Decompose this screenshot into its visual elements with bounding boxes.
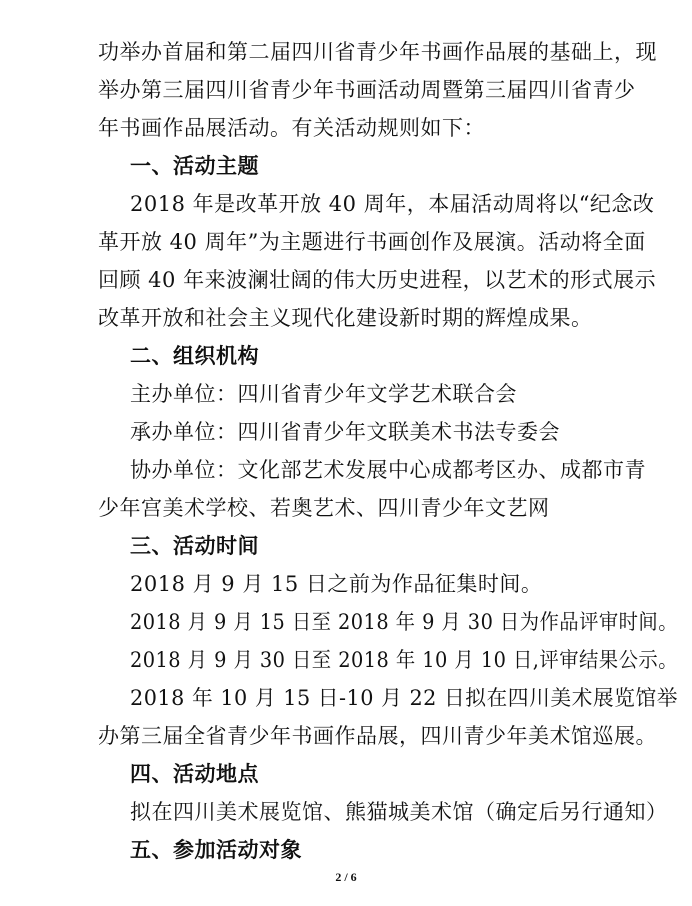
section-heading-location: 四、活动地点 bbox=[130, 761, 259, 786]
time-line-4: 2018 年 10 月 15 日-10 月 22 日拟在四川美术展览馆举 bbox=[130, 686, 678, 710]
time-line-5: 办第三届全省青少年书画作品展，四川青少年美术馆巡展。 bbox=[98, 724, 657, 748]
theme-line-4: 改革开放和社会主义现代化建设新时期的辉煌成果。 bbox=[98, 306, 593, 330]
location-line: 拟在四川美术展览馆、熊猫城美术馆（确定后另行通知） bbox=[130, 800, 668, 824]
intro-line-2: 举办第三届四川省青少年书画活动周暨第三届四川省青少 bbox=[98, 78, 636, 102]
co-organizer-line-2: 少年宫美术学校、若奥艺术、四川青少年文艺网 bbox=[98, 496, 550, 520]
theme-line-3: 回顾 40 年来波澜壮阔的伟大历史进程，以艺术的形式展示 bbox=[98, 268, 657, 292]
section-heading-time: 三、活动时间 bbox=[130, 533, 259, 558]
time-line-3: 2018 月 9 月 30 日至 2018 年 10 月 10 日,评审结果公示。 bbox=[130, 648, 678, 672]
page-number: 2 / 6 bbox=[335, 870, 357, 884]
intro-line-3: 年书画作品展活动。有关活动规则如下： bbox=[98, 116, 485, 140]
organizer-line: 主办单位：四川省青少年文学艺术联合会 bbox=[130, 382, 517, 406]
intro-line-1: 功举办首届和第二届四川省青少年书画作品展的基础上，现 bbox=[98, 40, 657, 64]
co-organizer-line-1: 协办单位：文化部艺术发展中心成都考区办、成都市青 bbox=[130, 458, 646, 482]
section-heading-theme: 一、活动主题 bbox=[130, 153, 259, 178]
undertaker-line: 承办单位：四川省青少年文联美术书法专委会 bbox=[130, 420, 560, 444]
section-heading-organization: 二、组织机构 bbox=[130, 343, 259, 368]
theme-line-1: 2018 年是改革开放 40 周年，本届活动周将以“纪念改 bbox=[130, 192, 655, 216]
section-heading-participants: 五、参加活动对象 bbox=[130, 837, 302, 862]
theme-line-2: 革开放 40 周年”为主题进行书画创作及展演。活动将全面 bbox=[98, 230, 646, 254]
time-line-1: 2018 月 9 月 15 日之前为作品征集时间。 bbox=[130, 572, 543, 596]
time-line-2: 2018 月 9 月 15 日至 2018 年 9 月 30 日为作品评审时间。 bbox=[130, 610, 678, 634]
